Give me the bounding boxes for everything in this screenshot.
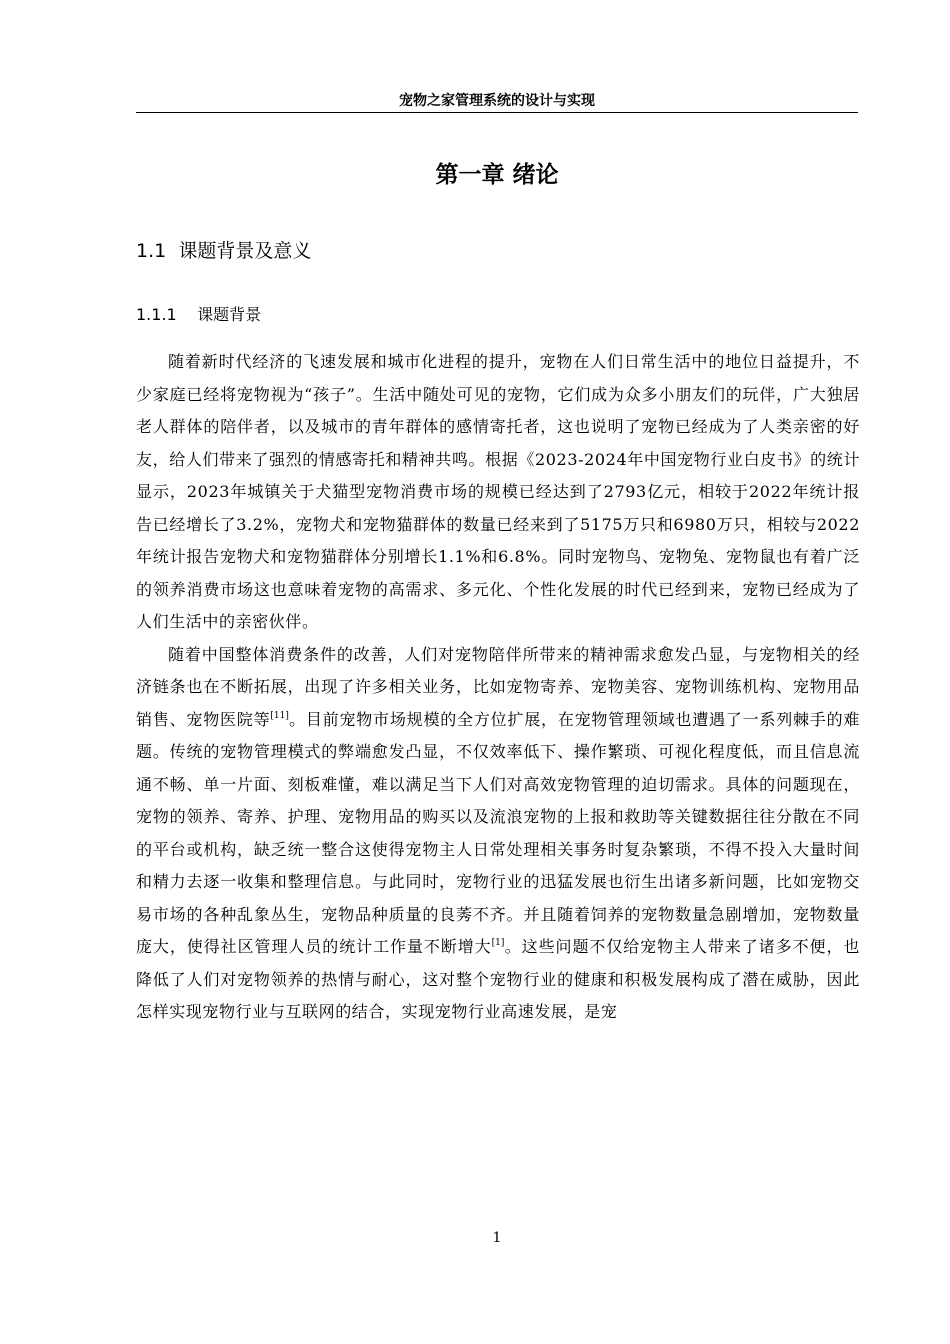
header-rule (136, 112, 858, 113)
section-title: 课题背景及意义 (178, 240, 312, 262)
chapter-title: 第一章 绪论 (435, 162, 559, 188)
page-number: 1 (492, 1230, 502, 1246)
section-number: 1.1 (136, 240, 167, 262)
section-heading (136, 236, 311, 266)
subsection-title: 课题背景 (197, 305, 262, 324)
paragraph-1: 随着新时代经济的飞速发展和城市化进程的提升，宠物在人们日常生活中的地位日益提升，不少家庭已经将宠物视为“孩子”。生活中随处可见的宠物，它们成为众多小朋友们的玩伴，广大独居老人群体的陪伴者，以及城市的青年群体的感情寄托者，这也说明了宠物已经成为了人类亲密的好友，给人们带来了强烈的情感寄托和精神共鸣。根据《2023-2024年中国宠物行业白皮书》的统计显示，2023年城镇关于犬猫型宠物消费市场的规模已经达到了2793亿元，相较于2022年统计报告已经增长了3.2%，宠物犬和宠物猫群体的数量已经来到了5175万只和6980万只，相较与2022年统计报告宠物犬和宠物猫群体分别增长1.1%和6.8%。同时宠物鸟、宠物兔、宠物鼠也有着广泛的领养消费市场这也意味着宠物的高需求、多元化、个性化发展的时代已经到来，宠物已经成为了人们生活中的亲密伙伴。 (136, 352, 860, 631)
body-text (136, 346, 860, 1029)
citation-11: [11] (270, 710, 289, 721)
paragraph-2-part-2: 。目前宠物市场规模的全方位扩展，在宠物管理领域也遭遇了一系列棘手的难题。传统的宠物管理模式的弊端愈发凸显，不仅效率低下、操作繁琐、可视化程度低，而且信息流通不畅、单一片面、刻板难懂，难以满足当下人们对高效宠物管理的迫切需求。具体的问题现在，宠物的领养、寄养、护理、宠物用品的购买以及流浪宠物的上报和救助等关键数据往往分散在不同的平台或机构，缺乏统一整合这使得宠物主人日常处理相关事务时复杂繁琐，不得不投入大量时间和精力去逐一收集和整理信息。与此同时，宠物行业的迅猛发展也衍生出诸多新问题，比如宠物交易市场的各种乱象丛生，宠物品种质量的良莠不齐。并且随着饲养的宠物数量急剧增加，宠物数量庞大，使得社区管理人员的统计工作量不断增大 (136, 709, 860, 956)
paragraph-2 (136, 639, 860, 1029)
paragraph-2-part-3: 。这些问题不仅给宠物主人带来了诸多不便，也降低了人们对宠物领养的热情与耐心，这对整个宠物行业的健康和积极发展构成了潜在威胁，因此怎样实现宠物行业与互联网的结合，实现宠物行业高速发展，是宠 (136, 937, 860, 1021)
paragraph-2-part-1: 随着中国整体消费条件的改善，人们对宠物陪伴所带来的精神需求愈发凸显，与宠物相关的经济链条也在不断拓展，出现了许多相关业务，比如宠物寄养、宠物美容、宠物训练机构、宠物用品销售、宠物医院等 (136, 644, 860, 729)
citation-1: [1] (491, 938, 505, 948)
subsection-number: 1.1.1 (136, 305, 177, 324)
running-header: 宠物之家管理系统的设计与实现 (399, 93, 595, 109)
subsection-heading (136, 302, 261, 328)
